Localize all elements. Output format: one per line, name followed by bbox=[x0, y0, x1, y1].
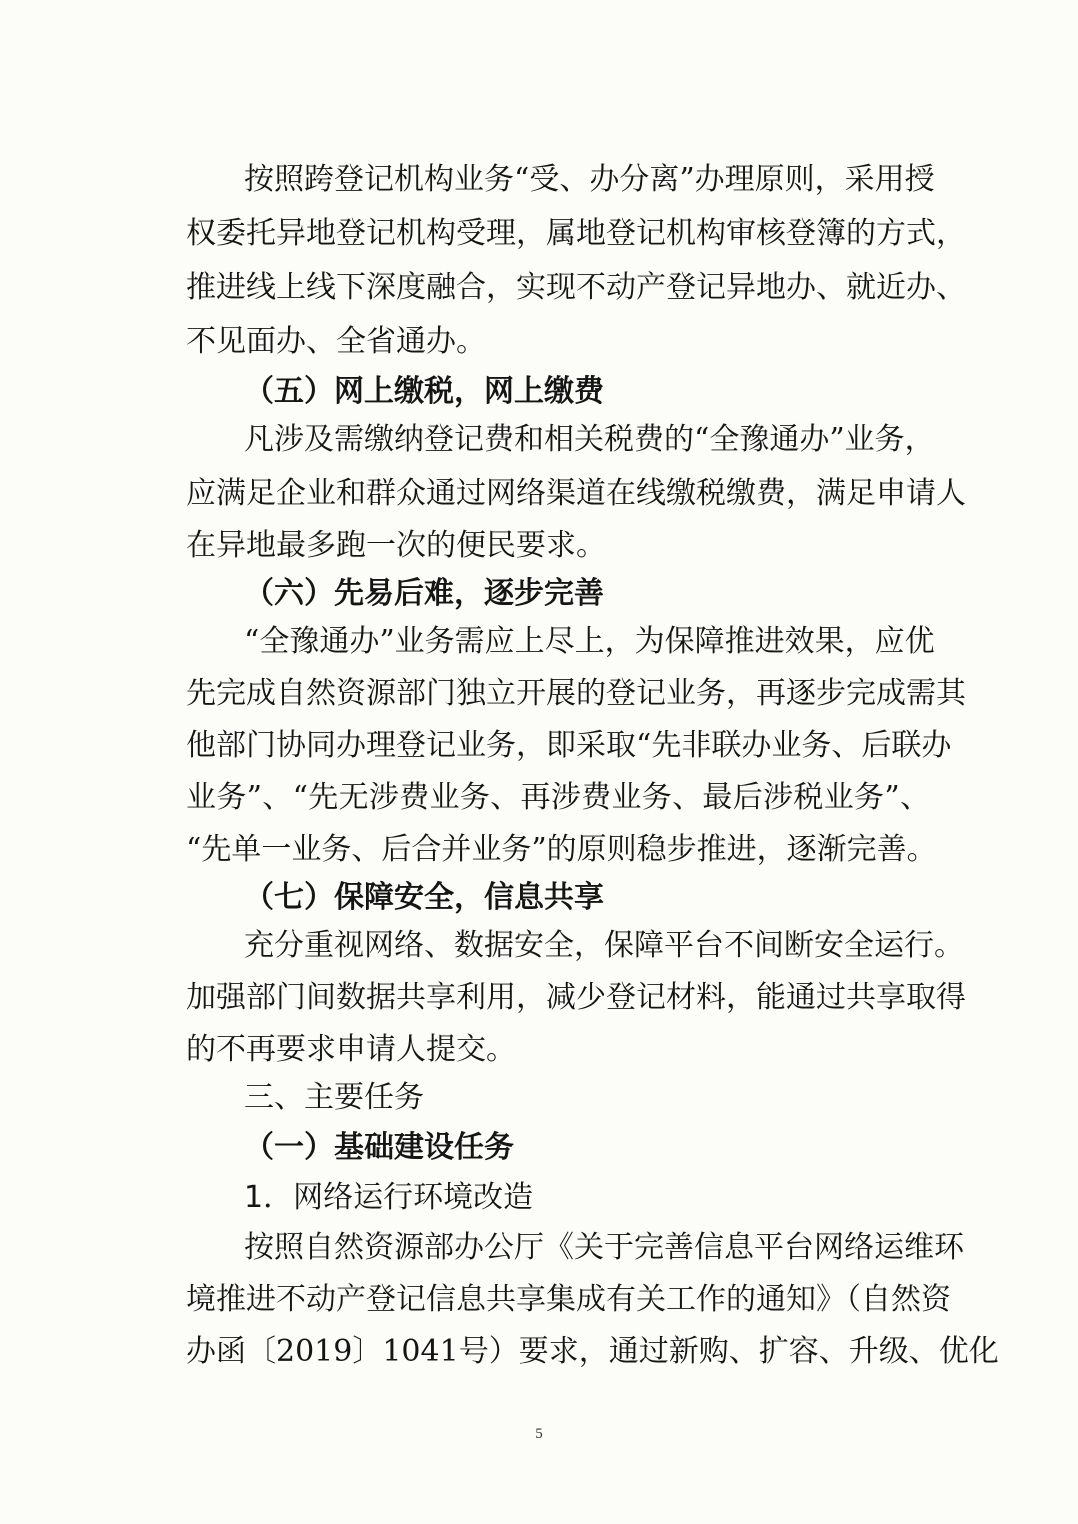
section-heading: （一）基础建设任务 bbox=[244, 1130, 514, 1165]
page-number: 5 bbox=[535, 1426, 543, 1442]
paragraph-line: 按照自然资源部办公厅《关于完善信息平台网络运维环 bbox=[244, 1230, 964, 1265]
section-heading: （六）先易后难，逐步完善 bbox=[244, 576, 604, 611]
paragraph-line: 在异地最多跑一次的便民要求。 bbox=[186, 528, 606, 563]
paragraph-line: 境推进不动产登记信息共享集成有关工作的通知》（自然资 bbox=[186, 1282, 951, 1317]
paragraph-line: 充分重视网络、数据安全，保障平台不间断安全运行。 bbox=[244, 928, 964, 963]
section-heading: （五）网上缴税，网上缴费 bbox=[244, 374, 604, 409]
chapter-heading: 三、主要任务 bbox=[244, 1080, 424, 1115]
paragraph-line: 加强部门间数据共享利用，减少登记材料，能通过共享取得 bbox=[186, 980, 966, 1015]
paragraph-line: 不见面办、全省通办。 bbox=[186, 324, 486, 359]
paragraph-line: “全豫通办”业务需应上尽上，为保障推进效果，应优 bbox=[244, 624, 935, 659]
paragraph-line: 他部门协同办理登记业务，即采取“先非联办业务、后联办 bbox=[186, 728, 952, 763]
paragraph-line: 推进线上线下深度融合，实现不动产登记异地办、就近办、 bbox=[186, 270, 966, 305]
section-heading: （七）保障安全，信息共享 bbox=[244, 880, 604, 915]
paragraph-line: 先完成自然资源部门独立开展的登记业务，再逐步完成需其 bbox=[186, 676, 966, 711]
paragraph-line: “先单一业务、后合并业务”的原则稳步推进，逐渐完善。 bbox=[186, 832, 937, 867]
paragraph-line: 权委托异地登记机构受理，属地登记机构审核登簿的方式， bbox=[186, 216, 966, 251]
paragraph-line: 办函〔2019〕1041号）要求，通过新购、扩容、升级、优化 bbox=[186, 1334, 999, 1369]
paragraph-line: 的不再要求申请人提交。 bbox=[186, 1032, 516, 1067]
paragraph-line: 按照跨登记机构业务“受、办分离”办理原则，采用授 bbox=[244, 162, 935, 197]
paragraph-line: 凡涉及需缴纳登记费和相关税费的“全豫通办”业务， bbox=[244, 422, 935, 457]
paragraph-line: 应满足企业和群众通过网络渠道在线缴税缴费，满足申请人 bbox=[186, 476, 966, 511]
paragraph-line: 业务”、“先无涉费业务、再涉费业务、最后涉税业务”、 bbox=[186, 780, 930, 815]
subsection-heading: 1．网络运行环境改造 bbox=[244, 1180, 534, 1215]
